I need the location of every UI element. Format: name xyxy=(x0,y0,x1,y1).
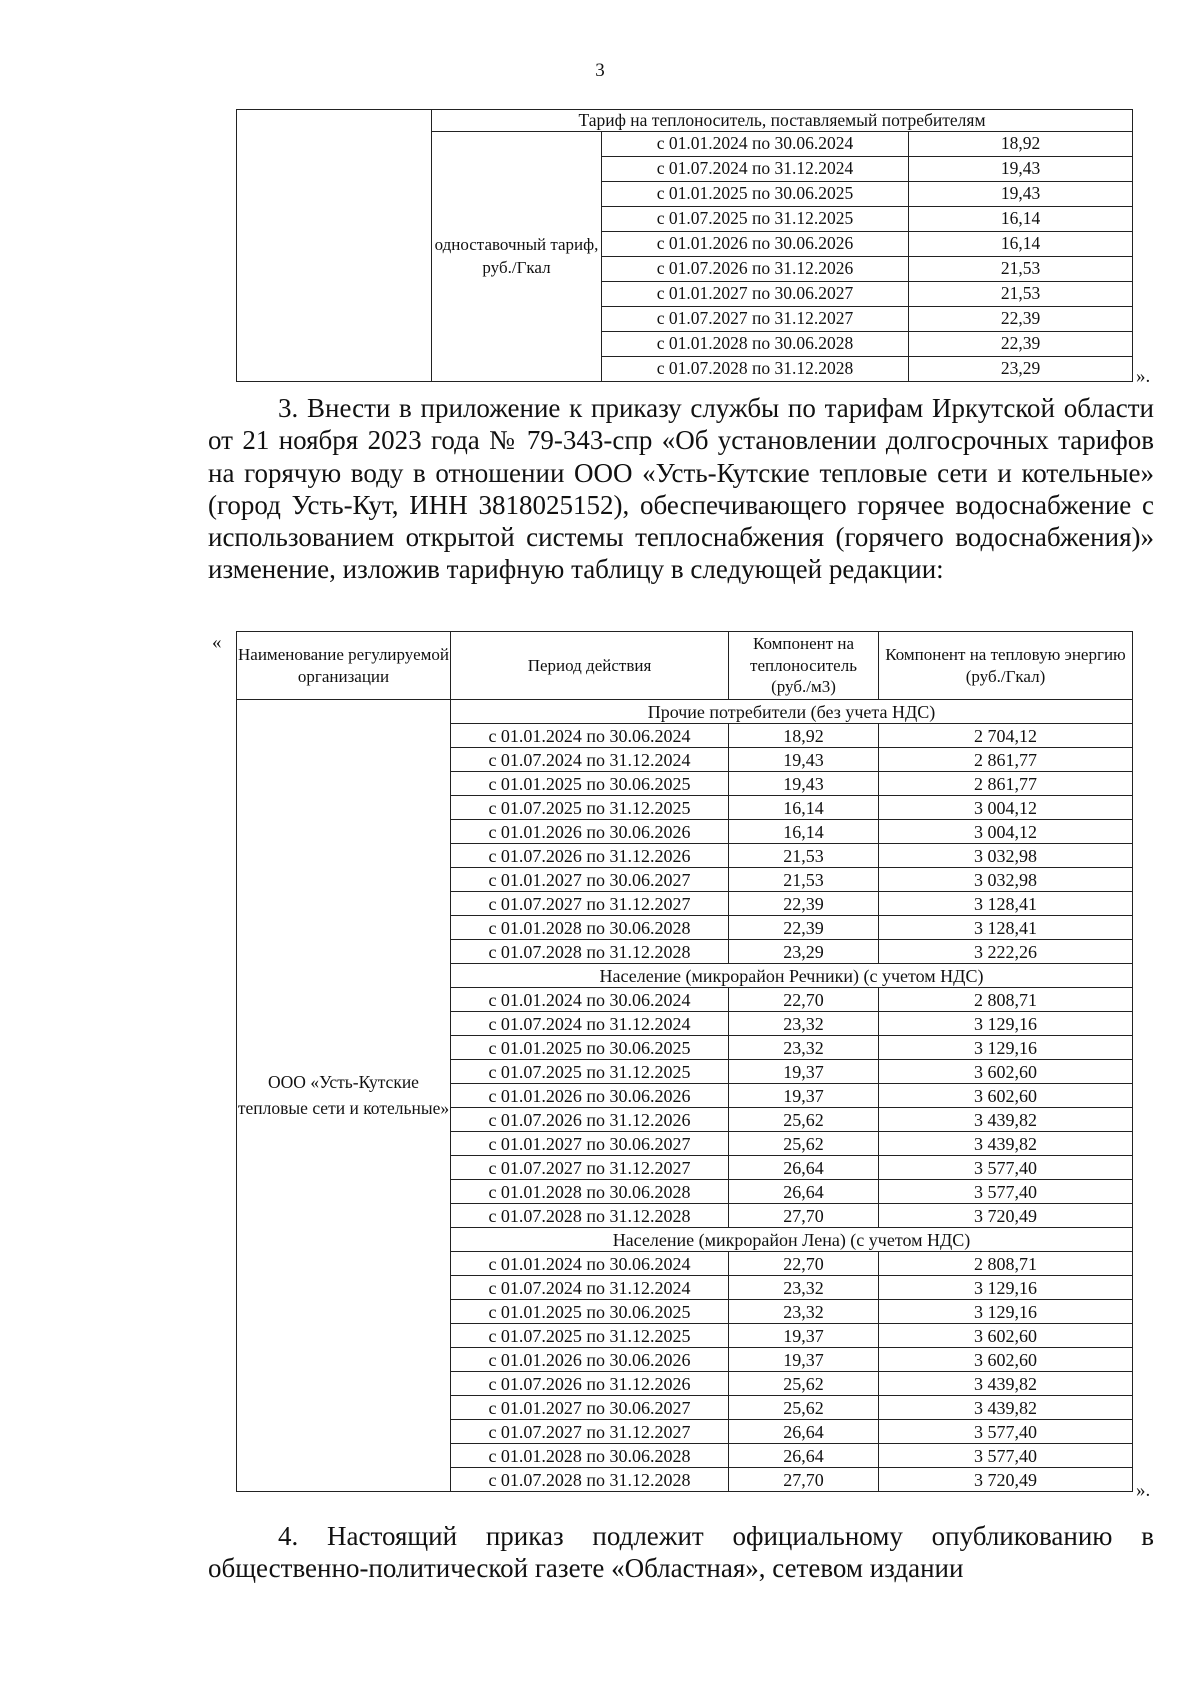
energy-cell: 3 032,98 xyxy=(879,868,1133,892)
table1-closing-quote: ». xyxy=(1136,366,1151,387)
energy-cell: 3 129,16 xyxy=(879,1036,1133,1060)
energy-cell: 2 704,12 xyxy=(879,724,1133,748)
page-number: 3 xyxy=(595,60,605,81)
value-cell: 18,92 xyxy=(909,132,1133,157)
energy-cell: 3 602,60 xyxy=(879,1348,1133,1372)
period-cell: с 01.07.2028 по 31.12.2028 xyxy=(451,1204,729,1228)
period-cell: с 01.01.2026 по 30.06.2026 xyxy=(602,232,909,257)
header-energy: Компонент на тепловую энергию (руб./Гкал) xyxy=(879,632,1133,700)
energy-cell: 3 004,12 xyxy=(879,820,1133,844)
period-cell: с 01.01.2025 по 30.06.2025 xyxy=(451,1300,729,1324)
energy-cell: 3 439,82 xyxy=(879,1396,1133,1420)
energy-cell: 3 577,40 xyxy=(879,1420,1133,1444)
header-org: Наименование регулируемой организации xyxy=(237,632,451,700)
period-cell: с 01.07.2027 по 31.12.2027 xyxy=(602,307,909,332)
period-cell: с 01.01.2027 по 30.06.2027 xyxy=(451,1396,729,1420)
group-title: Население (микрорайон Лена) (с учетом НДС) xyxy=(451,1228,1133,1252)
period-cell: с 01.01.2024 по 30.06.2024 xyxy=(602,132,909,157)
energy-cell: 3 439,82 xyxy=(879,1132,1133,1156)
coolant-tariff-table xyxy=(236,109,1133,382)
coolant-cell: 23,32 xyxy=(729,1036,879,1060)
period-cell: с 01.07.2026 по 31.12.2026 xyxy=(451,1108,729,1132)
period-cell: с 01.07.2028 по 31.12.2028 xyxy=(451,1468,729,1492)
period-cell: с 01.01.2024 по 30.06.2024 xyxy=(451,1252,729,1276)
coolant-cell: 16,14 xyxy=(729,820,879,844)
period-cell: с 01.01.2026 по 30.06.2026 xyxy=(451,1348,729,1372)
period-cell: с 01.07.2025 по 31.12.2025 xyxy=(602,207,909,232)
period-cell: с 01.01.2026 по 30.06.2026 xyxy=(451,820,729,844)
period-cell: с 01.01.2028 по 30.06.2028 xyxy=(451,1180,729,1204)
group-title: Прочие потребители (без учета НДС) xyxy=(451,700,1133,724)
coolant-cell: 19,37 xyxy=(729,1060,879,1084)
period-cell: с 01.01.2025 по 30.06.2025 xyxy=(451,1036,729,1060)
energy-cell: 3 720,49 xyxy=(879,1204,1133,1228)
value-cell: 19,43 xyxy=(909,182,1133,207)
group-row xyxy=(237,700,1133,724)
coolant-cell: 16,14 xyxy=(729,796,879,820)
period-cell: с 01.07.2024 по 31.12.2024 xyxy=(451,748,729,772)
energy-cell: 3 577,40 xyxy=(879,1180,1133,1204)
period-cell: с 01.07.2027 по 31.12.2027 xyxy=(451,1420,729,1444)
paragraph-4: 4. Настоящий приказ подлежит официальному опубликованию в общественно-политической газете «Областная», сетевом издании xyxy=(208,1521,1154,1584)
period-cell: с 01.07.2027 по 31.12.2027 xyxy=(451,1156,729,1180)
period-cell: с 01.07.2024 по 31.12.2024 xyxy=(451,1012,729,1036)
coolant-cell: 26,64 xyxy=(729,1180,879,1204)
coolant-cell: 26,64 xyxy=(729,1444,879,1468)
value-cell: 22,39 xyxy=(909,332,1133,357)
value-cell: 16,14 xyxy=(909,207,1133,232)
value-cell: 19,43 xyxy=(909,157,1133,182)
coolant-cell: 27,70 xyxy=(729,1204,879,1228)
value-cell: 22,39 xyxy=(909,307,1133,332)
coolant-cell: 19,43 xyxy=(729,772,879,796)
value-cell: 21,53 xyxy=(909,257,1133,282)
coolant-cell: 19,37 xyxy=(729,1084,879,1108)
table2-header-row xyxy=(237,632,1133,700)
energy-cell: 3 128,41 xyxy=(879,916,1133,940)
period-cell: с 01.07.2025 по 31.12.2025 xyxy=(451,1324,729,1348)
period-cell: с 01.01.2027 по 30.06.2027 xyxy=(451,1132,729,1156)
coolant-cell: 23,32 xyxy=(729,1012,879,1036)
period-cell: с 01.01.2025 по 30.06.2025 xyxy=(451,772,729,796)
period-cell: с 01.01.2028 по 30.06.2028 xyxy=(602,332,909,357)
energy-cell: 3 128,41 xyxy=(879,892,1133,916)
period-cell: с 01.07.2027 по 31.12.2027 xyxy=(451,892,729,916)
energy-cell: 3 577,40 xyxy=(879,1156,1133,1180)
period-cell: с 01.01.2027 по 30.06.2027 xyxy=(602,282,909,307)
table1-header: Тариф на теплоноситель, поставляемый потребителям xyxy=(432,110,1133,132)
period-cell: с 01.01.2027 по 30.06.2027 xyxy=(451,868,729,892)
period-cell: с 01.01.2025 по 30.06.2025 xyxy=(602,182,909,207)
energy-cell: 3 439,82 xyxy=(879,1372,1133,1396)
coolant-cell: 21,53 xyxy=(729,844,879,868)
energy-cell: 3 720,49 xyxy=(879,1468,1133,1492)
coolant-cell: 19,37 xyxy=(729,1324,879,1348)
coolant-cell: 25,62 xyxy=(729,1396,879,1420)
energy-cell: 3 129,16 xyxy=(879,1012,1133,1036)
energy-cell: 2 861,77 xyxy=(879,748,1133,772)
group-title: Население (микрорайон Речники) (с учетом НДС) xyxy=(451,964,1133,988)
energy-cell: 3 439,82 xyxy=(879,1108,1133,1132)
organization-cell: ООО «Усть-Кутские тепловые сети и котельные» xyxy=(237,700,451,1492)
value-cell: 16,14 xyxy=(909,232,1133,257)
period-cell: с 01.07.2026 по 31.12.2026 xyxy=(451,844,729,868)
period-cell: с 01.07.2024 по 31.12.2024 xyxy=(451,1276,729,1300)
period-cell: с 01.01.2028 по 30.06.2028 xyxy=(451,916,729,940)
period-cell: с 01.07.2028 по 31.12.2028 xyxy=(602,357,909,382)
energy-cell: 3 577,40 xyxy=(879,1444,1133,1468)
table1-empty-cell xyxy=(237,110,432,382)
coolant-cell: 21,53 xyxy=(729,868,879,892)
coolant-cell: 27,70 xyxy=(729,1468,879,1492)
coolant-cell: 23,32 xyxy=(729,1300,879,1324)
energy-cell: 3 222,26 xyxy=(879,940,1133,964)
coolant-cell: 18,92 xyxy=(729,724,879,748)
header-period: Период действия xyxy=(451,632,729,700)
energy-cell: 2 808,71 xyxy=(879,1252,1133,1276)
energy-cell: 2 808,71 xyxy=(879,988,1133,1012)
energy-cell: 2 861,77 xyxy=(879,772,1133,796)
period-cell: с 01.07.2026 по 31.12.2026 xyxy=(602,257,909,282)
coolant-cell: 22,39 xyxy=(729,916,879,940)
period-cell: с 01.01.2026 по 30.06.2026 xyxy=(451,1084,729,1108)
table1-row-label: одноставочный тариф, руб./Гкал xyxy=(432,132,602,382)
hot-water-tariff-table xyxy=(236,631,1133,1492)
energy-cell: 3 032,98 xyxy=(879,844,1133,868)
header-coolant: Компонент на теплоноситель (руб./м3) xyxy=(729,632,879,700)
value-cell: 21,53 xyxy=(909,282,1133,307)
coolant-cell: 19,43 xyxy=(729,748,879,772)
period-cell: с 01.01.2024 по 30.06.2024 xyxy=(451,988,729,1012)
coolant-cell: 26,64 xyxy=(729,1420,879,1444)
coolant-cell: 19,37 xyxy=(729,1348,879,1372)
energy-cell: 3 602,60 xyxy=(879,1084,1133,1108)
coolant-cell: 25,62 xyxy=(729,1132,879,1156)
coolant-cell: 25,62 xyxy=(729,1372,879,1396)
coolant-cell: 22,70 xyxy=(729,1252,879,1276)
energy-cell: 3 004,12 xyxy=(879,796,1133,820)
coolant-cell: 25,62 xyxy=(729,1108,879,1132)
period-cell: с 01.01.2028 по 30.06.2028 xyxy=(451,1444,729,1468)
coolant-cell: 23,29 xyxy=(729,940,879,964)
energy-cell: 3 129,16 xyxy=(879,1276,1133,1300)
period-cell: с 01.07.2028 по 31.12.2028 xyxy=(451,940,729,964)
period-cell: с 01.07.2025 по 31.12.2025 xyxy=(451,796,729,820)
coolant-cell: 23,32 xyxy=(729,1276,879,1300)
period-cell: с 01.01.2024 по 30.06.2024 xyxy=(451,724,729,748)
period-cell: с 01.07.2024 по 31.12.2024 xyxy=(602,157,909,182)
period-cell: с 01.07.2026 по 31.12.2026 xyxy=(451,1372,729,1396)
coolant-cell: 22,70 xyxy=(729,988,879,1012)
energy-cell: 3 602,60 xyxy=(879,1060,1133,1084)
table2-opening-quote: « xyxy=(212,632,222,653)
coolant-cell: 26,64 xyxy=(729,1156,879,1180)
coolant-cell: 22,39 xyxy=(729,892,879,916)
table1-header-row xyxy=(237,110,1133,132)
period-cell: с 01.07.2025 по 31.12.2025 xyxy=(451,1060,729,1084)
energy-cell: 3 129,16 xyxy=(879,1300,1133,1324)
value-cell: 23,29 xyxy=(909,357,1133,382)
paragraph-3: 3. Внести в приложение к приказу службы по тарифам Иркутской области от 21 ноября 2023 года № 79-343-спр «Об установлении долгосрочных тарифов на горячую воду в отношении ООО «Усть-Кутские тепловые сети и котельные» (город Усть-Кут, ИНН 3818025152), обеспечивающего горячее водоснабжение с использованием открытой системы теплоснабжения (горячего водоснабжения)» изменение, изложив тарифную таблицу в следующей редакции: xyxy=(208,393,1154,585)
energy-cell: 3 602,60 xyxy=(879,1324,1133,1348)
table2-closing-quote: ». xyxy=(1136,1480,1151,1501)
